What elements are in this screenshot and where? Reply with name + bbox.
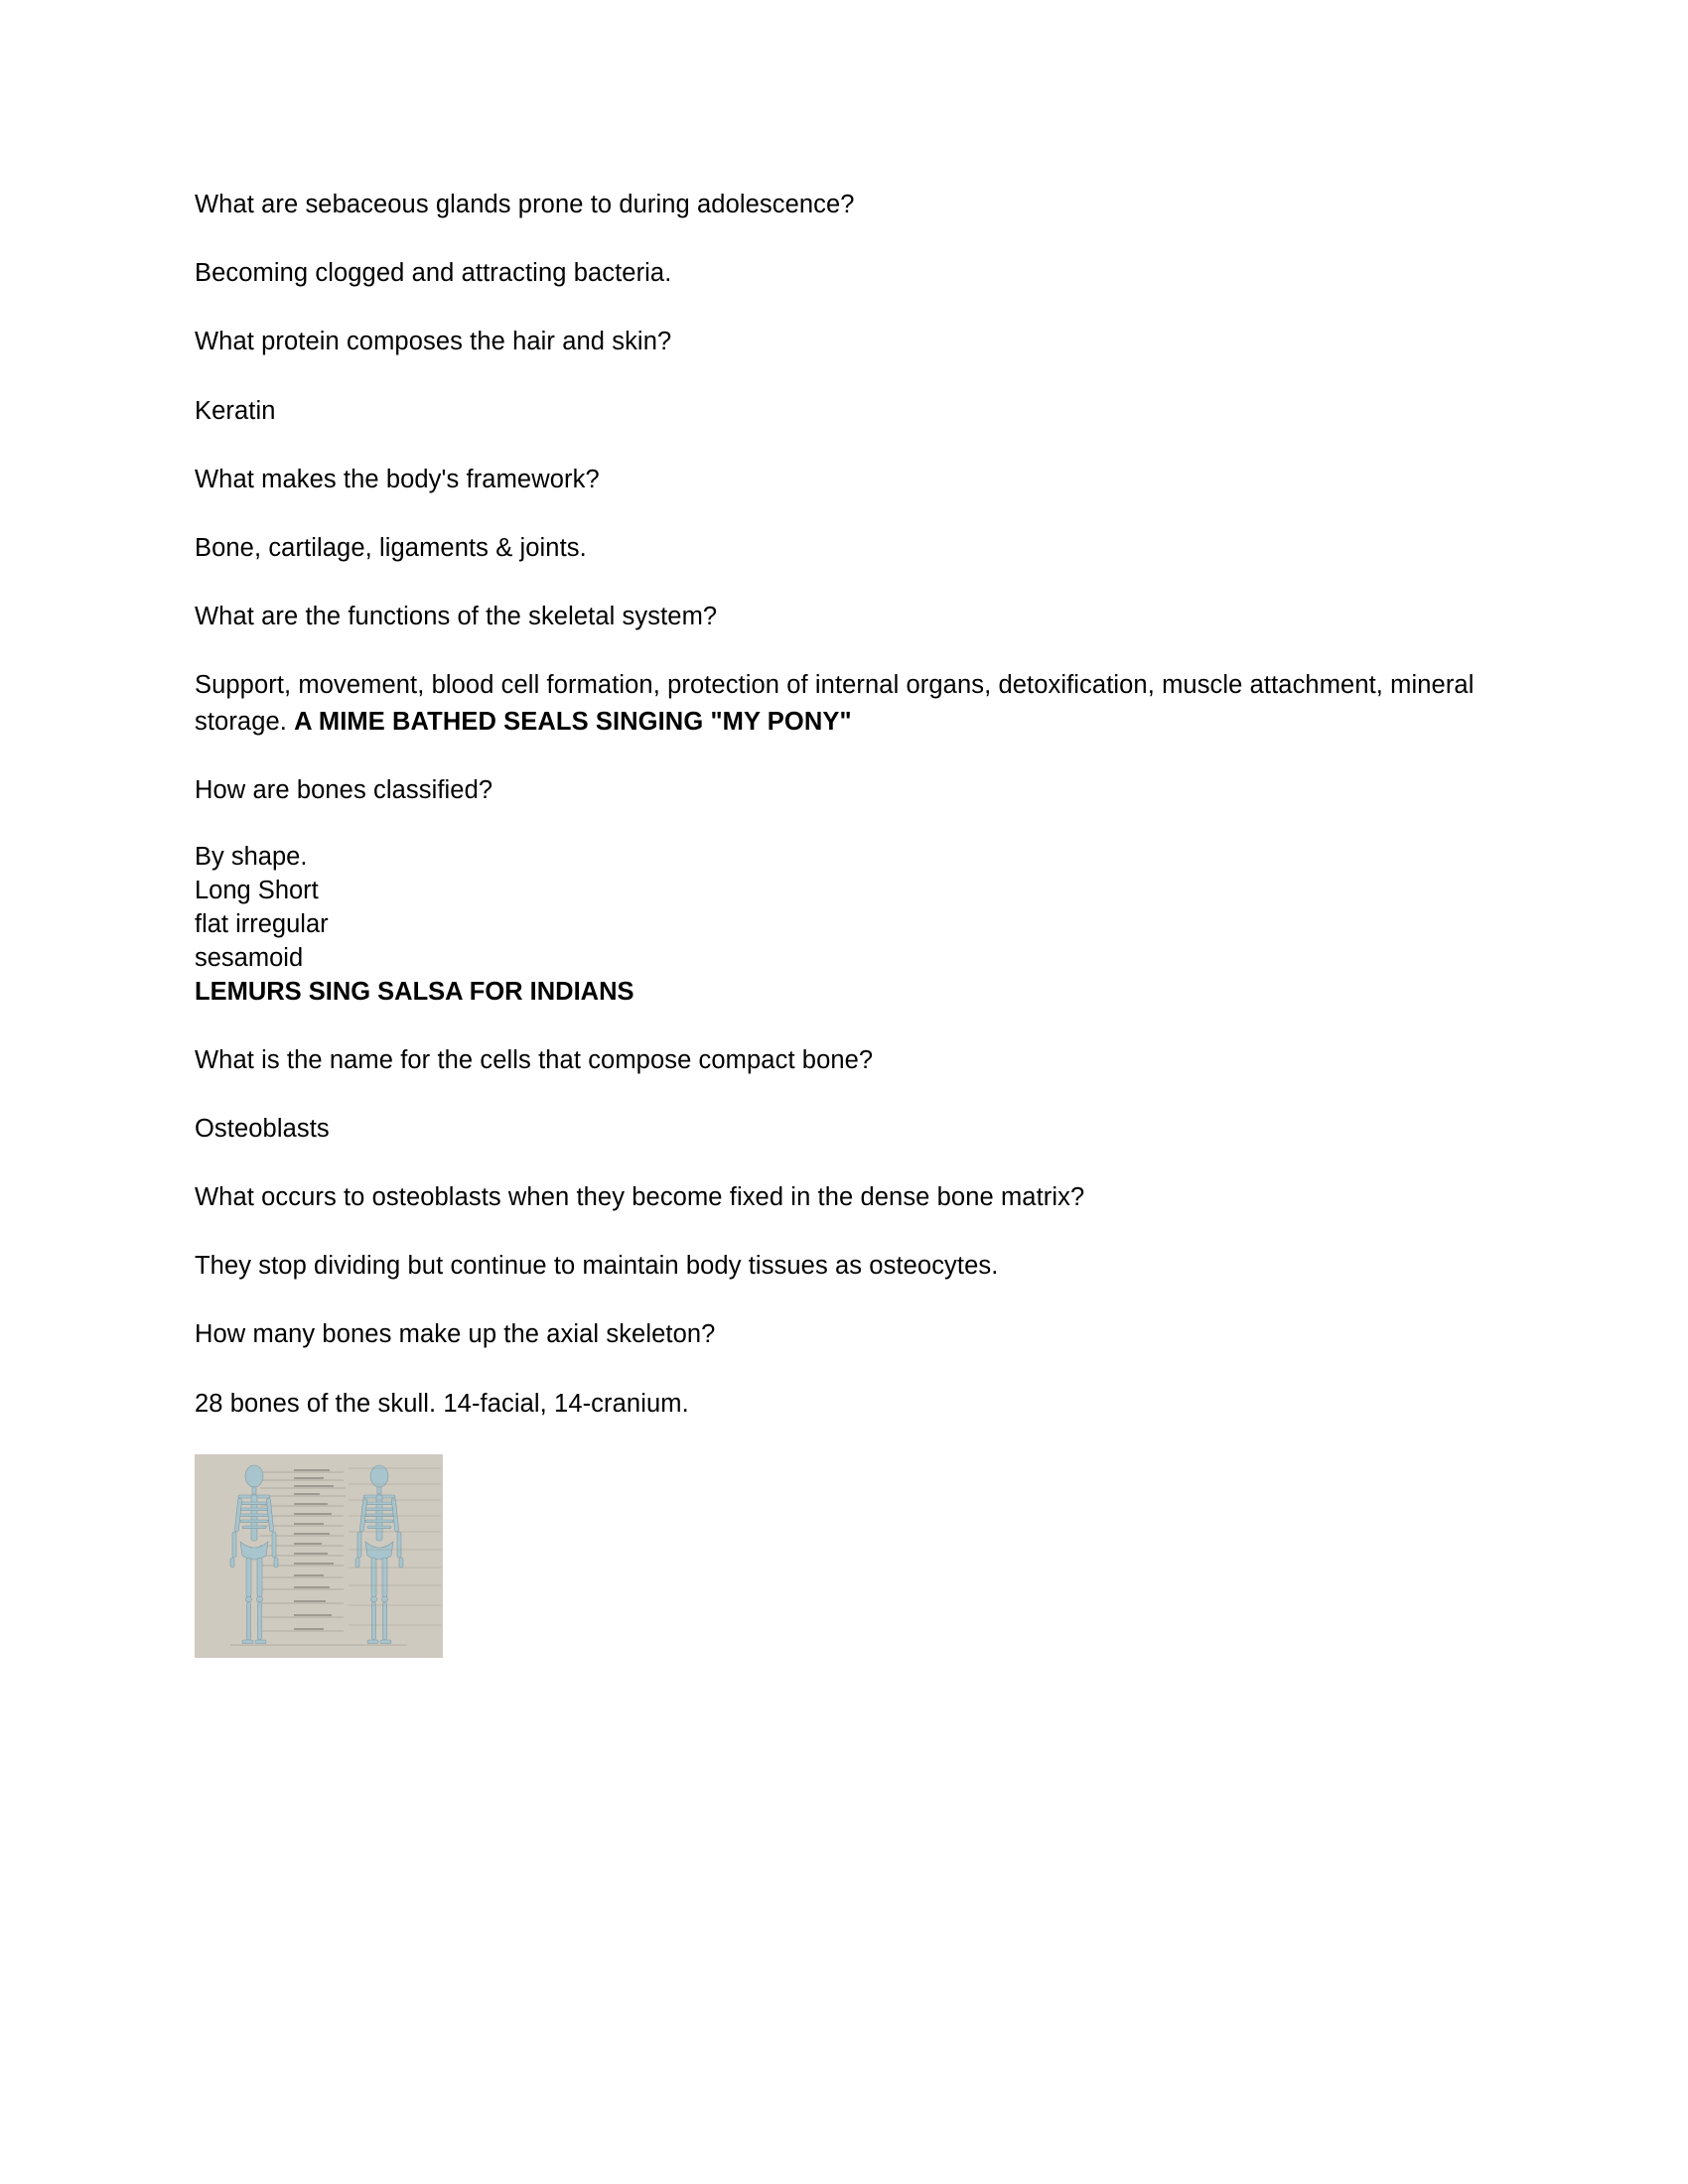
paragraph-question-framework: What makes the body's framework? [195, 465, 600, 493]
list-item: flat irregular [195, 909, 329, 938]
list-item-mnemonic: LEMURS SING SALSA FOR INDIANS [195, 977, 634, 1006]
skeleton-illustration [195, 1454, 443, 1658]
list-item: sesamoid [195, 943, 304, 972]
paragraph-answer-sebaceous: Becoming clogged and attracting bacteria. [195, 259, 672, 288]
paragraph-answer-osteoblasts: Osteoblasts [195, 1114, 330, 1143]
paragraph-answer-skull-bones: 28 bones of the skull. 14-facial, 14-cranium. [195, 1389, 689, 1418]
paragraph-question-protein: What protein composes the hair and skin? [195, 328, 672, 356]
paragraph-answer-osteocytes: They stop dividing but continue to maintain body tissues as osteocytes. [195, 1252, 999, 1281]
paragraph-question-osteoblasts-fixed: What occurs to osteoblasts when they become fixed in the dense bone matrix? [195, 1182, 1085, 1211]
answer-text-normal: Support, movement, blood cell formation, protection of internal organs, detoxification, muscle attachment, mineral storage. [195, 671, 1475, 736]
answer-bone-classification-list [195, 841, 1485, 1010]
list-item: By shape. [195, 843, 308, 872]
document-body [195, 187, 1485, 1691]
paragraph-answer-framework: Bone, cartilage, ligaments & joints. [195, 534, 587, 563]
paragraph-question-axial-skeleton-count: How many bones make up the axial skeleton? [195, 1320, 716, 1349]
paragraph-question-sebaceous: What are sebaceous glands prone to during adolescence? [195, 191, 855, 218]
paragraph-answer-skeletal-functions [195, 667, 1485, 739]
skeleton-diagram-canvas [195, 1454, 443, 1658]
paragraph-question-skeletal-functions: What are the functions of the skeletal system? [195, 603, 718, 631]
paragraph-question-compact-bone-cells: What is the name for the cells that compose compact bone? [195, 1045, 874, 1074]
skeleton-diagram-image [195, 1454, 443, 1658]
paragraph-answer-keratin: Keratin [195, 396, 276, 425]
paragraph-question-bone-classification: How are bones classified? [195, 775, 493, 804]
list-item: Long Short [195, 876, 319, 904]
answer-mnemonic-bold: A MIME BATHED SEALS SINGING "MY PONY" [294, 707, 852, 736]
